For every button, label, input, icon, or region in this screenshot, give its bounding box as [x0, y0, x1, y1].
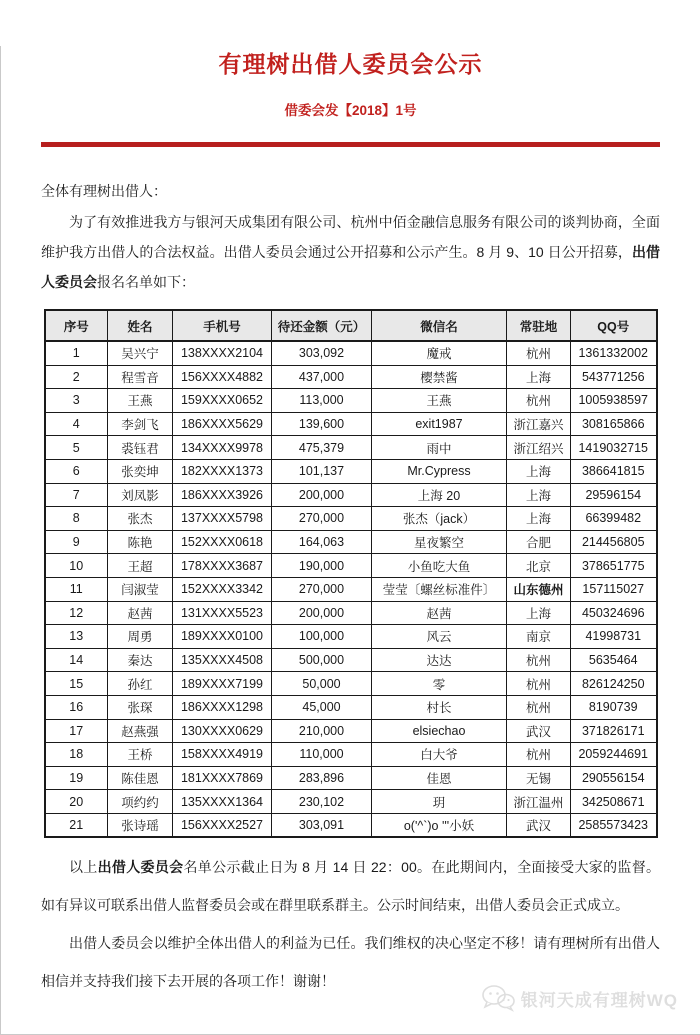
intro-text-post: 报名名单如下： — [97, 274, 195, 290]
table-cell: 4 — [45, 412, 108, 436]
table-cell: 200,000 — [272, 483, 372, 507]
table-cell: 王燕 — [108, 389, 173, 413]
table-cell: 13 — [45, 625, 108, 649]
table-cell: 14 — [45, 648, 108, 672]
watermark-text: 银河天成有理树WQ — [520, 990, 678, 1010]
table-row — [45, 459, 657, 483]
table-cell: 270,000 — [272, 507, 372, 531]
table-cell: 上海 — [507, 483, 571, 507]
doc-number: 借委会发【2018】1号 — [284, 103, 417, 118]
table-row — [45, 389, 657, 413]
table-cell: 826124250 — [571, 672, 657, 696]
table-cell: 秦达 — [108, 648, 173, 672]
table-cell: 11 — [45, 577, 108, 601]
watermark — [481, 984, 678, 1012]
table-cell: 莹莹〔螺丝标准件〕 — [372, 577, 507, 601]
table-header-cell: 微信名 — [372, 310, 507, 341]
table-cell: 1 — [45, 341, 108, 365]
table-cell: 2585573423 — [571, 813, 657, 837]
table-cell: 达达 — [372, 648, 507, 672]
table-cell: 赵茜 — [108, 601, 173, 625]
table-row — [45, 554, 657, 578]
table-cell: 项约约 — [108, 790, 173, 814]
table-cell: 闫淑莹 — [108, 577, 173, 601]
table-cell: 张奕坤 — [108, 459, 173, 483]
table-cell: 15 — [45, 672, 108, 696]
table-cell: 189XXXX0100 — [173, 625, 272, 649]
table-cell: 303,091 — [272, 813, 372, 837]
salutation: 全体有理树出借人： — [41, 183, 167, 199]
table-cell: 290556154 — [571, 766, 657, 790]
table-body — [45, 341, 657, 837]
table-cell: 10 — [45, 554, 108, 578]
table-cell: 2 — [45, 365, 108, 389]
closing-p1-bold: 出借人委员会 — [97, 859, 184, 876]
table-cell: 6 — [45, 459, 108, 483]
announcement-page — [1, 46, 700, 1034]
table-cell: 杭州 — [507, 672, 571, 696]
table-cell: 190,000 — [272, 554, 372, 578]
table-cell: 135XXXX4508 — [173, 648, 272, 672]
table-cell: 小鱼吃大鱼 — [372, 554, 507, 578]
table-cell: 164,063 — [272, 530, 372, 554]
table-cell: 371826171 — [571, 719, 657, 743]
intro-paragraph — [41, 207, 660, 297]
table-cell: 8 — [45, 507, 108, 531]
intro-text-bold: 出借人委员会 — [41, 244, 661, 290]
table-row — [45, 672, 657, 696]
table-cell: 378651775 — [571, 554, 657, 578]
table-cell: 50,000 — [272, 672, 372, 696]
table-cell: o('^`)o '''小妖 — [372, 813, 507, 837]
page-title: 有理树出借人委员会公示 — [218, 51, 483, 77]
table-cell: 181XXXX7869 — [173, 766, 272, 790]
table-cell: 18 — [45, 743, 108, 767]
closing-p1-pre: 以上 — [69, 859, 98, 876]
table-cell: 19 — [45, 766, 108, 790]
table-cell: 王桥 — [108, 743, 173, 767]
table-cell: 189XXXX7199 — [173, 672, 272, 696]
table-cell: 152XXXX3342 — [173, 577, 272, 601]
lender-committee-table — [44, 309, 658, 838]
table-cell: 张杰（jack） — [372, 507, 507, 531]
table-cell: 135XXXX1364 — [173, 790, 272, 814]
table-row — [45, 625, 657, 649]
table-cell: 雨中 — [372, 436, 507, 460]
table-cell: 张杰 — [108, 507, 173, 531]
table-cell: 159XXXX0652 — [173, 389, 272, 413]
table-cell: 上海 — [507, 507, 571, 531]
table-cell: 2059244691 — [571, 743, 657, 767]
table-cell: 赵茜 — [372, 601, 507, 625]
table-cell: 186XXXX1298 — [173, 695, 272, 719]
table-cell: 程雪音 — [108, 365, 173, 389]
table-cell: 陈艳 — [108, 530, 173, 554]
table-cell: 131XXXX5523 — [173, 601, 272, 625]
table-cell: 刘凤影 — [108, 483, 173, 507]
table-cell: 303,092 — [272, 341, 372, 365]
table-cell: 186XXXX5629 — [173, 412, 272, 436]
table-row — [45, 483, 657, 507]
table-cell: 樱禁酱 — [372, 365, 507, 389]
table-cell: 210,000 — [272, 719, 372, 743]
table-cell: 152XXXX0618 — [173, 530, 272, 554]
table-cell: 21 — [45, 813, 108, 837]
table-cell: 裘钰君 — [108, 436, 173, 460]
table-cell: 玥 — [372, 790, 507, 814]
table-cell: 8190739 — [571, 695, 657, 719]
table-cell: 139,600 — [272, 412, 372, 436]
table-cell: 魔戒 — [372, 341, 507, 365]
table-cell: 合肥 — [507, 530, 571, 554]
table-cell: 无锡 — [507, 766, 571, 790]
table-cell: 182XXXX1373 — [173, 459, 272, 483]
table-cell: exit1987 — [372, 412, 507, 436]
table-cell: 156XXXX2527 — [173, 813, 272, 837]
table-cell: 佳恩 — [372, 766, 507, 790]
table-cell: 杭州 — [507, 341, 571, 365]
table-cell: elsiechao — [372, 719, 507, 743]
table-cell: 吴兴宁 — [108, 341, 173, 365]
table-cell: 7 — [45, 483, 108, 507]
table-header — [45, 310, 657, 341]
table-header-cell: 待还金额（元） — [272, 310, 372, 341]
table-cell: 16 — [45, 695, 108, 719]
table-cell: 342508671 — [571, 790, 657, 814]
table-cell: 张琛 — [108, 695, 173, 719]
table-cell: 5635464 — [571, 648, 657, 672]
table-cell: 156XXXX4882 — [173, 365, 272, 389]
table-cell: 武汉 — [507, 813, 571, 837]
table-cell: 450324696 — [571, 601, 657, 625]
table-cell: 浙江绍兴 — [507, 436, 571, 460]
table-cell: 101,137 — [272, 459, 372, 483]
table-cell: 5 — [45, 436, 108, 460]
table-header-cell: 序号 — [45, 310, 108, 341]
table-cell: 110,000 — [272, 743, 372, 767]
table-cell: 20 — [45, 790, 108, 814]
table-cell: 陈佳恩 — [108, 766, 173, 790]
table-cell: 村长 — [372, 695, 507, 719]
table-cell: 113,000 — [272, 389, 372, 413]
table-cell: 178XXXX3687 — [173, 554, 272, 578]
table-cell: 158XXXX4919 — [173, 743, 272, 767]
table-cell: 17 — [45, 719, 108, 743]
table-cell: 1005938597 — [571, 389, 657, 413]
table-cell: 41998731 — [571, 625, 657, 649]
red-divider — [41, 142, 660, 147]
table-header-cell: 手机号 — [173, 310, 272, 341]
wechat-icon — [481, 984, 515, 1012]
table-row — [45, 365, 657, 389]
table-cell: 308165866 — [571, 412, 657, 436]
table-cell: 浙江温州 — [507, 790, 571, 814]
table-cell: 浙江嘉兴 — [507, 412, 571, 436]
table-cell: 张诗瑶 — [108, 813, 173, 837]
table-cell: 29596154 — [571, 483, 657, 507]
table-cell: 134XXXX9978 — [173, 436, 272, 460]
table-row — [45, 341, 657, 365]
table-row — [45, 601, 657, 625]
table-cell: 白大爷 — [372, 743, 507, 767]
table-cell: 137XXXX5798 — [173, 507, 272, 531]
table-cell: 386641815 — [571, 459, 657, 483]
table-cell: 上海 — [507, 459, 571, 483]
table-row — [45, 766, 657, 790]
table-cell: 杭州 — [507, 743, 571, 767]
closing-paragraph-1 — [41, 848, 660, 924]
table-cell: 杭州 — [507, 389, 571, 413]
table-cell: 周勇 — [108, 625, 173, 649]
table-cell: 南京 — [507, 625, 571, 649]
table-cell: 上海 — [507, 601, 571, 625]
table-row — [45, 577, 657, 601]
table-cell: 零 — [372, 672, 507, 696]
table-header-row — [45, 310, 657, 341]
closing-section — [41, 848, 660, 1000]
table-cell: 270,000 — [272, 577, 372, 601]
table-row — [45, 743, 657, 767]
table-row — [45, 790, 657, 814]
table-cell: 130XXXX0629 — [173, 719, 272, 743]
table-cell: 157115027 — [571, 577, 657, 601]
table-cell: 上海 20 — [372, 483, 507, 507]
table-cell: 王超 — [108, 554, 173, 578]
table-cell: 543771256 — [571, 365, 657, 389]
table-cell: 475,379 — [272, 436, 372, 460]
table-row — [45, 695, 657, 719]
table-header-cell: 常驻地 — [507, 310, 571, 341]
table-cell: 1419032715 — [571, 436, 657, 460]
table-cell: 45,000 — [272, 695, 372, 719]
table-cell: 100,000 — [272, 625, 372, 649]
table-row — [45, 530, 657, 554]
table-cell: 赵燕强 — [108, 719, 173, 743]
table-cell: 9 — [45, 530, 108, 554]
intro-text-pre: 为了有效推进我方与银河天成集团有限公司、杭州中佰金融信息服务有限公司的谈判协商，全面维护我方出借人的合法权益。出借人委员会通过公开招募和公示产生。8 月 9、10 日公开招募， — [41, 214, 660, 260]
table-row — [45, 436, 657, 460]
table-cell: 风云 — [372, 625, 507, 649]
table-cell: 杭州 — [507, 648, 571, 672]
table-cell: Mr.Cypress — [372, 459, 507, 483]
table-cell: 437,000 — [272, 365, 372, 389]
table-cell: 138XXXX2104 — [173, 341, 272, 365]
table-cell: 283,896 — [272, 766, 372, 790]
closing-paragraph-2: 出借人委员会以维护全体出借人的利益为已任。我们维权的决心坚定不移！请有理树所有出借人相信并支持我们接下去开展的各项工作！谢谢！ — [41, 935, 660, 990]
table-row — [45, 412, 657, 436]
table-cell: 12 — [45, 601, 108, 625]
table-row — [45, 813, 657, 837]
table-row — [45, 507, 657, 531]
table-cell: 武汉 — [507, 719, 571, 743]
table-cell: 200,000 — [272, 601, 372, 625]
table-cell: 王燕 — [372, 389, 507, 413]
table-cell: 山东德州 — [507, 577, 571, 601]
table-header-cell: 姓名 — [108, 310, 173, 341]
table-header-cell: QQ号 — [571, 310, 657, 341]
table-cell: 上海 — [507, 365, 571, 389]
table-cell: 500,000 — [272, 648, 372, 672]
closing-p1-post: 名单公示截止日为 8 月 14 日 22：00。在此期间内，全面接受大家的监督。如有异议可联系出借人监督委员会或在群里联系群主。公示时间结束，出借人委员会正式成立。 — [41, 859, 661, 914]
table-row — [45, 648, 657, 672]
table-row — [45, 719, 657, 743]
table-cell: 北京 — [507, 554, 571, 578]
table-cell: 186XXXX3926 — [173, 483, 272, 507]
table-cell: 3 — [45, 389, 108, 413]
table-cell: 1361332002 — [571, 341, 657, 365]
table-cell: 214456805 — [571, 530, 657, 554]
table-cell: 230,102 — [272, 790, 372, 814]
table-cell: 66399482 — [571, 507, 657, 531]
table-cell: 李剑飞 — [108, 412, 173, 436]
table-cell: 杭州 — [507, 695, 571, 719]
table-cell: 星夜繁空 — [372, 530, 507, 554]
table-cell: 孙红 — [108, 672, 173, 696]
